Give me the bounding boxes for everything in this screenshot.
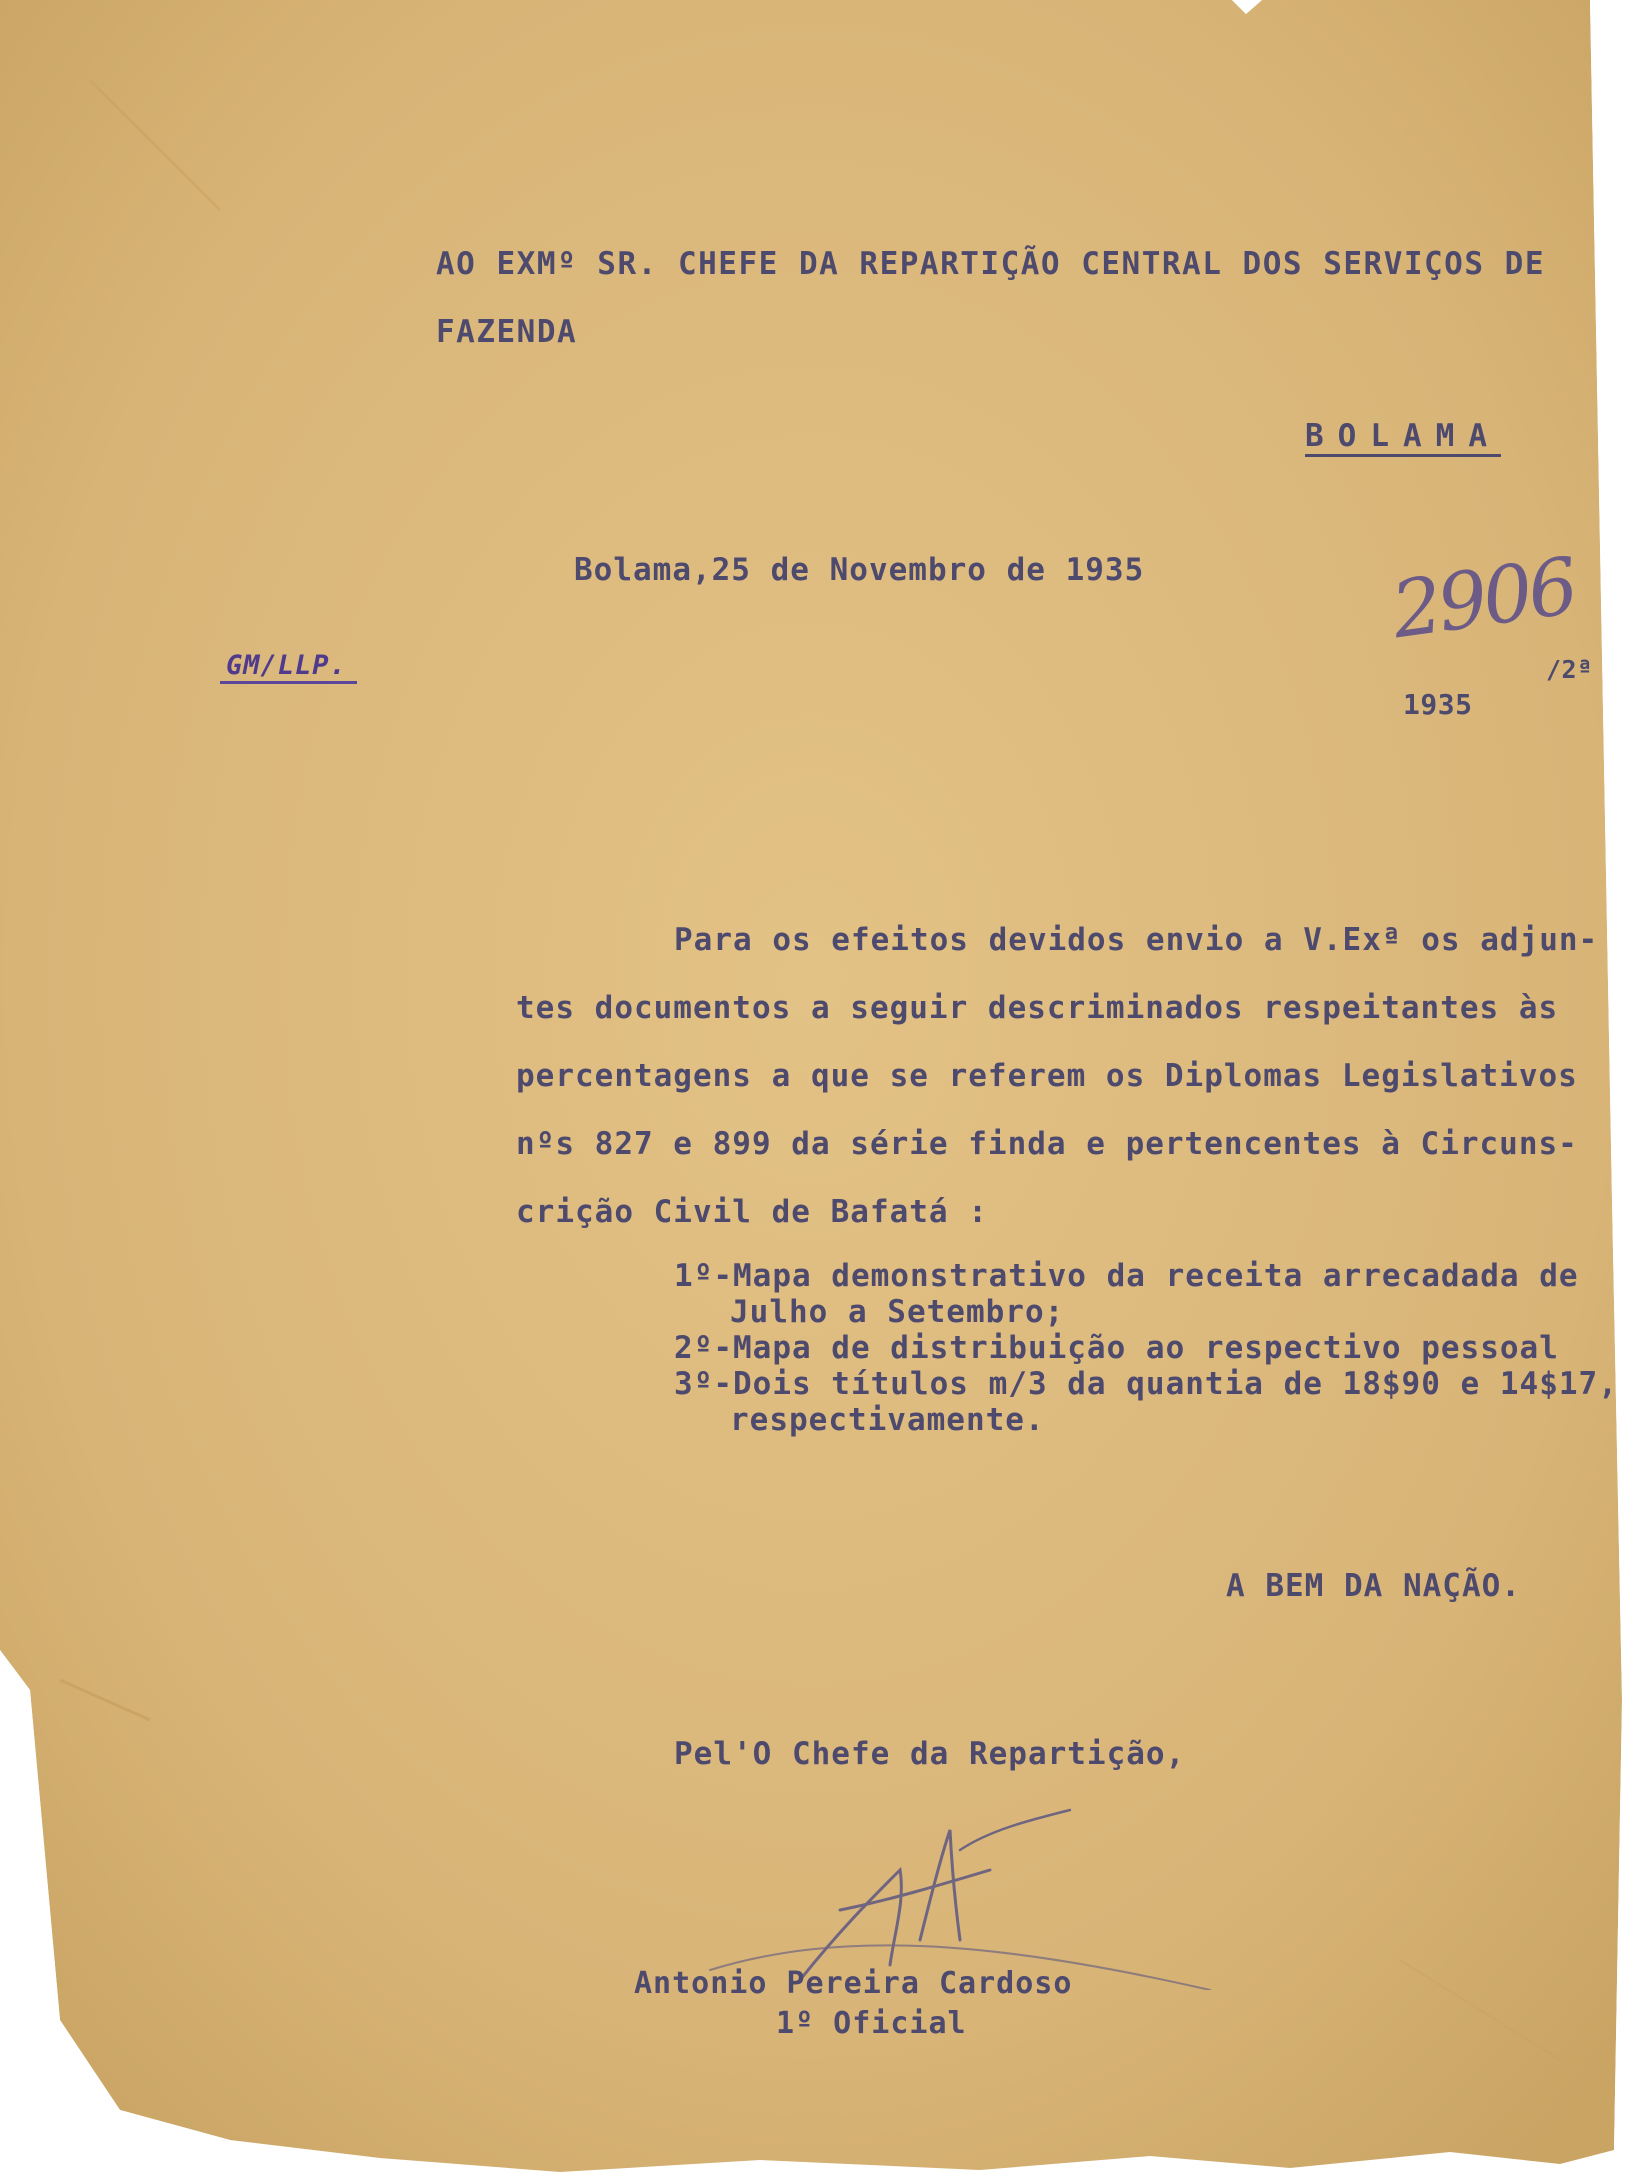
reference-stamp: GM/LLP. — [220, 648, 357, 684]
enclosure-item-2: 2º-Mapa de distribuição ao respectivo pessoal — [674, 1330, 1559, 1366]
enclosure-item-3: 3º-Dois títulos m/3 da quantia de 18$90 e 14$17, — [674, 1366, 1618, 1402]
body-line: nºs 827 e 899 da série finda e pertencentes à Circuns- — [516, 1126, 1578, 1162]
addressee-line-1: AO EXMº SR. CHEFE DA REPARTIÇÃO CENTRAL DOS SERVIÇOS DE — [436, 246, 1545, 282]
body-line: percentagens a que se referem os Diplomas Legislativos — [516, 1058, 1578, 1094]
body-line: crição Civil de Bafatá : — [516, 1194, 988, 1230]
handwritten-signature — [690, 1790, 1250, 1990]
enclosure-item-1: 1º-Mapa demonstrativo da receita arrecadada de — [674, 1258, 1579, 1294]
date-line: Bolama,25 de Novembro de 1935 — [574, 552, 1145, 588]
body-line: Para os efeitos devidos envio a V.Exª os adjun- — [674, 922, 1599, 958]
signer-title: 1º Oficial — [776, 2006, 967, 2041]
registration-year: 1935 — [1403, 688, 1473, 721]
addressee-line-2: FAZENDA — [436, 314, 578, 350]
signer-name: Antonio Pereira Cardoso — [634, 1966, 1073, 2001]
body-line: tes documentos a seguir descriminados respeitantes às — [516, 990, 1559, 1026]
enclosure-item-3-continued: respectivamente. — [730, 1402, 1045, 1438]
place-heading: BOLAMA — [1305, 418, 1501, 454]
registration-suffix: /2ª — [1546, 655, 1593, 684]
enclosure-item-1-continued: Julho a Setembro; — [730, 1294, 1065, 1330]
registration-number: 2906 — [1386, 541, 1580, 657]
signoff-line: Pel'O Chefe da Repartição, — [674, 1736, 1186, 1772]
closing-salutation: A BEM DA NAÇÃO. — [1226, 1568, 1521, 1604]
